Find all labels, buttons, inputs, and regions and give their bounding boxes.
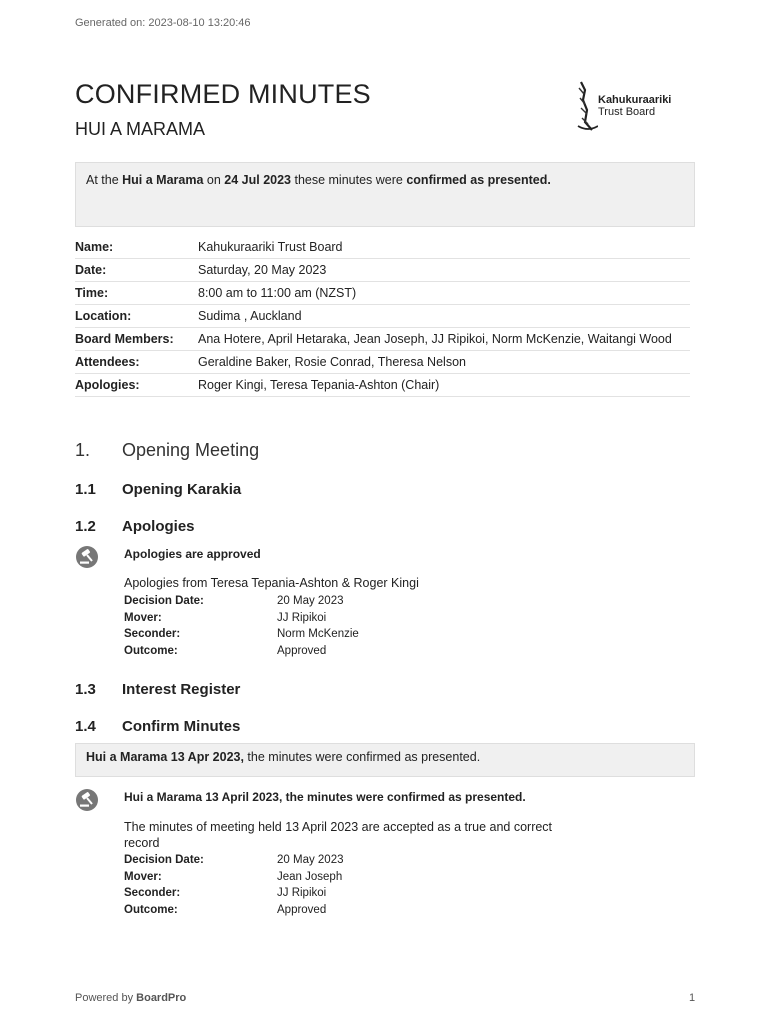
decision-row bbox=[124, 871, 344, 888]
banner-text: these minutes were bbox=[291, 173, 407, 187]
decision-title: Apologies are approved bbox=[124, 547, 261, 561]
banner-date: 24 Jul 2023 bbox=[224, 173, 291, 187]
gavel-icon bbox=[75, 788, 99, 812]
decision-value: Norm McKenzie bbox=[277, 628, 359, 640]
decision-title: Hui a Marama 13 April 2023, the minutes were confirmed as presented. bbox=[124, 790, 526, 804]
decision-row bbox=[124, 595, 359, 612]
info-value: 8:00 am to 11:00 am (NZST) bbox=[198, 286, 357, 300]
info-label: Time: bbox=[75, 286, 109, 300]
decision-label: Seconder: bbox=[124, 628, 181, 640]
info-label: Apologies: bbox=[75, 378, 140, 392]
item-title: Confirm Minutes bbox=[122, 718, 241, 735]
item-number: 1.1 bbox=[75, 481, 96, 498]
minutes-note-box bbox=[75, 743, 695, 777]
note-text: the minutes were confirmed as presented. bbox=[243, 750, 481, 764]
decision-text: The minutes of meeting held 13 April 2023 are accepted as a true and correct record bbox=[124, 820, 553, 850]
info-label: Location: bbox=[75, 309, 132, 323]
item-title: Apologies bbox=[122, 518, 195, 535]
item-heading-interest-register bbox=[75, 681, 240, 698]
section-title: Opening Meeting bbox=[122, 440, 260, 460]
info-row-board-members bbox=[75, 328, 690, 351]
decision-label: Mover: bbox=[124, 611, 162, 624]
decision-label: Seconder: bbox=[124, 887, 181, 899]
info-value: Geraldine Baker, Rosie Conrad, Theresa Nelson bbox=[198, 355, 466, 369]
section-heading-opening-meeting bbox=[75, 440, 259, 461]
info-row-name bbox=[75, 236, 690, 259]
info-row-date bbox=[75, 259, 690, 282]
footer-brand: BoardPro bbox=[136, 992, 187, 1004]
decision-details bbox=[124, 595, 359, 661]
decision-label: Outcome: bbox=[124, 903, 178, 916]
decision-value: JJ Ripikoi bbox=[277, 887, 327, 899]
banner-text: At the bbox=[86, 173, 123, 187]
info-row-apologies bbox=[75, 374, 690, 397]
item-heading-opening-karakia bbox=[75, 481, 241, 498]
note-bold: Hui a Marama 13 Apr 2023, bbox=[86, 750, 244, 764]
info-value: Roger Kingi, Teresa Tepania-Ashton (Chair) bbox=[198, 378, 440, 392]
document-title: CONFIRMED MINUTES bbox=[75, 79, 371, 109]
item-heading-apologies bbox=[75, 518, 195, 535]
decision-row bbox=[124, 612, 359, 629]
info-value: Sudima , Auckland bbox=[198, 309, 302, 323]
meeting-info-table bbox=[75, 236, 690, 397]
page-number: 1 bbox=[689, 992, 696, 1004]
decision-value: 20 May 2023 bbox=[277, 854, 344, 866]
document-subtitle: HUI A MARAMA bbox=[75, 119, 206, 139]
decision-label: Decision Date: bbox=[124, 595, 204, 607]
info-row-attendees bbox=[75, 351, 690, 374]
info-label: Attendees: bbox=[75, 355, 140, 369]
decision-label: Decision Date: bbox=[124, 854, 204, 866]
decision-label: Mover: bbox=[124, 870, 162, 883]
info-label: Board Members: bbox=[75, 332, 174, 346]
organisation-logo bbox=[576, 80, 686, 132]
info-label: Name: bbox=[75, 240, 114, 254]
item-title: Interest Register bbox=[122, 681, 241, 698]
item-heading-confirm-minutes bbox=[75, 718, 240, 735]
generated-timestamp: Generated on: 2023-08-10 13:20:46 bbox=[75, 17, 251, 29]
info-value: Kahukuraariki Trust Board bbox=[198, 240, 343, 254]
item-number: 1.2 bbox=[75, 518, 96, 535]
info-value: Saturday, 20 May 2023 bbox=[198, 263, 327, 277]
info-label: Date: bbox=[75, 263, 107, 277]
footer-text: Powered by bbox=[75, 992, 137, 1004]
decision-text: Apologies from Teresa Tepania-Ashton & Roger Kingi bbox=[124, 576, 419, 590]
decision-details bbox=[124, 854, 344, 920]
decision-row bbox=[124, 887, 344, 904]
decision-label: Outcome: bbox=[124, 644, 178, 657]
info-row-time bbox=[75, 282, 690, 305]
decision-value: Jean Joseph bbox=[277, 870, 343, 883]
confirmation-banner bbox=[75, 162, 695, 227]
logo-line-1: Kahukuraariki bbox=[598, 94, 672, 106]
info-value: Ana Hotere, April Hetaraka, Jean Joseph, JJ Ripikoi, Norm McKenzie, Waitangi Wood bbox=[198, 332, 672, 346]
section-number: 1. bbox=[75, 440, 91, 460]
decision-value: 20 May 2023 bbox=[277, 595, 344, 607]
decision-value: Approved bbox=[277, 644, 327, 657]
item-number: 1.3 bbox=[75, 681, 96, 698]
decision-row bbox=[124, 904, 344, 921]
decision-row bbox=[124, 854, 344, 871]
waka-logo-icon bbox=[576, 80, 598, 132]
item-title: Opening Karakia bbox=[122, 481, 242, 498]
item-number: 1.4 bbox=[75, 718, 96, 735]
banner-meeting-name: Hui a Marama bbox=[122, 173, 204, 187]
gavel-icon bbox=[75, 545, 99, 569]
info-row-location bbox=[75, 305, 690, 328]
footer-powered-by bbox=[75, 992, 186, 1004]
decision-value: JJ Ripikoi bbox=[277, 611, 327, 624]
banner-status: confirmed as presented. bbox=[406, 173, 551, 187]
decision-value: Approved bbox=[277, 903, 327, 916]
decision-row bbox=[124, 645, 359, 662]
logo-line-2: Trust Board bbox=[598, 106, 656, 118]
decision-row bbox=[124, 628, 359, 645]
banner-text: on bbox=[203, 173, 225, 187]
